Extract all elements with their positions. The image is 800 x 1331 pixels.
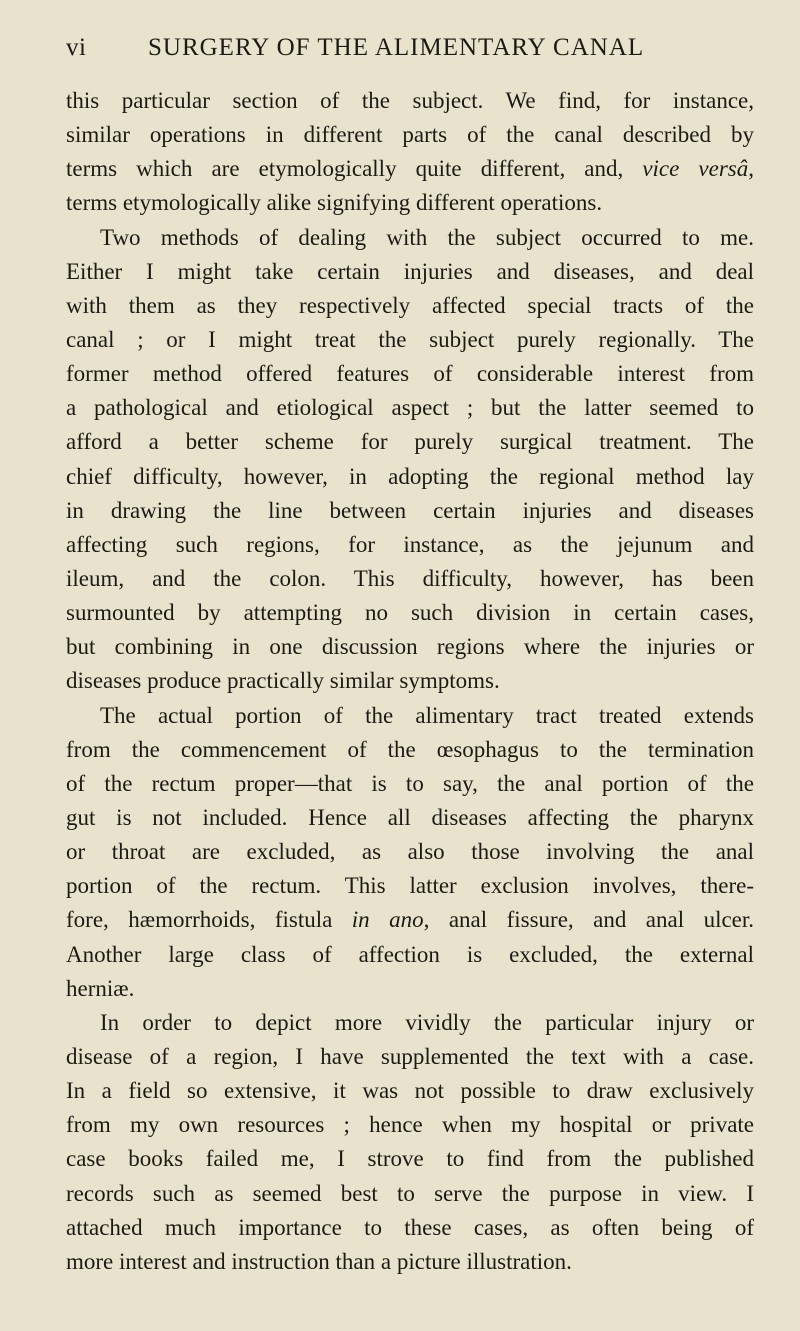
text-line: more interest and instruction than a picture illustration. <box>66 1248 572 1274</box>
text-line <box>66 903 754 937</box>
text-line: surmounted by attempting no such division in certain cases, <box>66 600 754 626</box>
text-line: case books failed me, I strove to find from the published <box>66 1146 754 1172</box>
text-line: diseases produce practically similar symptoms. <box>66 668 500 694</box>
running-title: SURGERY OF THE ALIMENTARY CANAL <box>148 34 645 61</box>
text-line: but combining in one discussion regions where the injuries or <box>66 634 754 660</box>
text-line: In order to depict more vividly the particular injury or <box>100 1009 754 1035</box>
text-line: afford a better scheme for purely surgical treatment. The <box>66 429 754 455</box>
text-line: this particular section of the subject. We find, for instance, <box>66 88 754 113</box>
text-line: former method offered features of considerable interest from <box>66 361 754 387</box>
text-line: chief difficulty, however, in adopting the regional method lay <box>66 463 754 489</box>
text-line: disease of a region, I have supplemented the text with a case. <box>66 1043 754 1069</box>
text-line: Two methods of dealing with the subject occurred to me. <box>100 224 754 250</box>
text-line: from my own resources ; hence when my hospital or private <box>66 1112 754 1138</box>
body-text <box>66 84 754 1279</box>
italic-phrase: vice versâ <box>642 156 749 182</box>
text-line: from the commencement of the œsophagus to the termination <box>66 736 754 762</box>
text-line: portion of the rectum. This latter exclusion involves, there- <box>66 873 754 899</box>
text-line: affecting such regions, for instance, as the jejunum and <box>66 531 754 557</box>
text-line: a pathological and etiological aspect ; but the latter seemed to <box>66 395 754 421</box>
text-line: gut is not included. Hence all diseases affecting the pharynx <box>66 804 754 830</box>
text-line: similar operations in different parts of the canal described by <box>66 122 754 148</box>
text-segment: terms which are etymologically quite different, and, <box>66 156 643 182</box>
text-line: In a field so extensive, it was not possible to draw exclusively <box>66 1078 754 1104</box>
text-line: attached much importance to these cases, as often being of <box>66 1214 754 1240</box>
text-segment: , <box>748 156 754 182</box>
text-line: records such as seemed best to serve the purpose in view. I <box>66 1180 754 1206</box>
text-line: canal ; or I might treat the subject purely regionally. The <box>66 326 754 352</box>
text-line: The actual portion of the alimentary tract treated extends <box>100 702 754 728</box>
page-number: vi <box>66 34 87 61</box>
text-line: terms etymologically alike signifying different operations. <box>66 190 603 216</box>
text-line: of the rectum proper—that is to say, the anal portion of the <box>66 770 754 796</box>
text-line: or throat are excluded, as also those involving the anal <box>66 839 754 865</box>
italic-phrase: in ano <box>351 907 424 933</box>
text-line: ileum, and the colon. This difficulty, however, has been <box>66 565 754 591</box>
text-segment: , anal fissure, and anal ulcer. <box>423 907 754 933</box>
running-header <box>66 34 754 70</box>
text-segment: fore, hæmorrhoids, fistula <box>66 907 352 933</box>
text-line: herniæ. <box>66 975 135 1001</box>
text-line: Another large class of affection is excluded, the external <box>66 941 754 967</box>
text-line: Either I might take certain injuries and diseases, and deal <box>66 258 754 284</box>
text-line <box>66 152 754 186</box>
text-line: in drawing the line between certain injuries and diseases <box>66 497 754 523</box>
text-line: with them as they respectively affected special tracts of the <box>66 292 754 318</box>
